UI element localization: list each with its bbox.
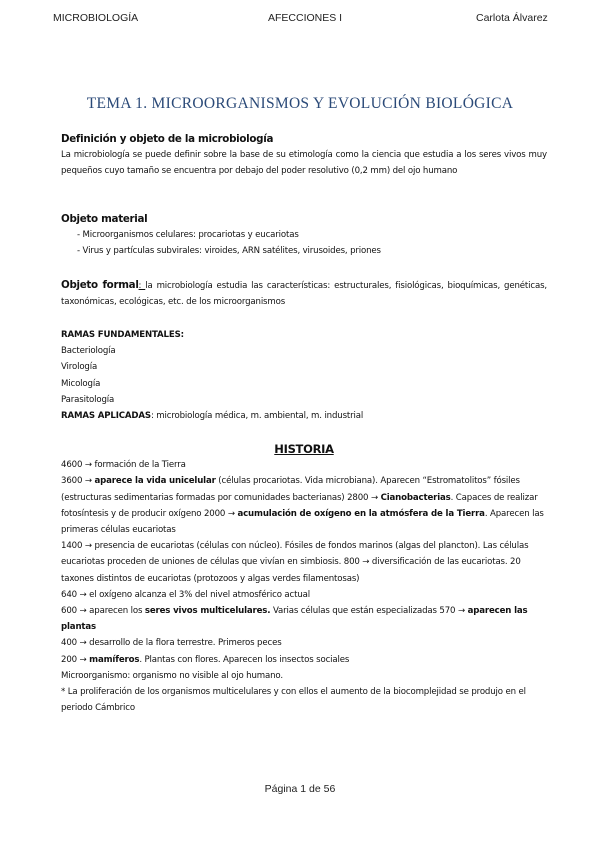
objeto-formal-text: la microbiología estudia las características: estructurales, fisiológicas, bioquímicas, genéticas, taxonómicas, ecológicas, etc. de los microorganismos bbox=[61, 281, 547, 308]
list-item: - Microorganismos celulares: procariotas y eucariotas bbox=[77, 230, 299, 241]
historia-heading: HISTORIA bbox=[274, 442, 334, 456]
objeto-formal-heading: Objeto formal bbox=[61, 279, 139, 291]
timeline-entry: 4600 → formación de la Tierra bbox=[61, 460, 186, 471]
timeline-entry: 600 → aparecen los seres vivos multicelulares. Varias células que están especializadas 570 → aparecen las plantas bbox=[61, 606, 528, 633]
objeto-formal-section bbox=[61, 277, 547, 310]
historia-section bbox=[61, 441, 547, 716]
timeline-entry: 1400 → presencia de eucariotas (células con núcleo). Fósiles de fondos marinos (algas del plancton). Las células eucariotas proceden de uniones de células que vivían en simbiosis. 800 → diversificación de las eucariotas. 20 taxones distintos de eucariotas (protozoos y algas verdes filamentosas) bbox=[61, 541, 529, 584]
ramas-fundamentales-label: RAMAS FUNDAMENTALES: bbox=[61, 330, 184, 340]
ramas-aplicadas-label: RAMAS APLICADAS bbox=[61, 411, 151, 422]
objeto-formal-sep: : bbox=[138, 281, 146, 291]
footnote: * La proliferación de los organismos multicelulares y con ellos el aumento de la biocomplejidad se produjo en el periodo Cámbrico bbox=[61, 687, 526, 714]
definicion-section bbox=[61, 131, 547, 180]
page-number: Página 1 de 56 bbox=[264, 783, 336, 795]
list-item: Bacteriología bbox=[61, 346, 116, 357]
header-course: AFECCIONES I bbox=[268, 12, 343, 24]
objeto-material-heading: Objeto material bbox=[61, 213, 148, 225]
page-title: TEMA 1. MICROORGANISMOS Y EVOLUCIÓN BIOLÓGICA bbox=[86, 95, 514, 112]
definition-note: Microorganismo: organismo no visible al ojo humano. bbox=[61, 670, 283, 681]
header-subject: MICROBIOLOGÍA bbox=[53, 12, 139, 24]
definicion-heading: Definición y objeto de la microbiología bbox=[61, 133, 274, 145]
list-item: Micología bbox=[61, 378, 101, 389]
timeline-entry: 400 → desarrollo de la flora terrestre. Primeros peces bbox=[61, 638, 282, 649]
list-item: Parasitología bbox=[61, 394, 115, 405]
ramas-aplicadas-text: : microbiología médica, m. ambiental, m. industrial bbox=[150, 411, 364, 422]
timeline-entry: 640 → el oxígeno alcanza el 3% del nivel atmosférico actual bbox=[61, 589, 310, 600]
timeline-entry: 200 → mamíferos. Plantas con flores. Aparecen los insectos sociales bbox=[61, 654, 350, 665]
definicion-text: La microbiología se puede definir sobre la base de su etimología como la ciencia que estudia a los seres vivos muy pequeños cuyo tamaño se encuentra por debajo del poder resolutivo (0,2 mm) del ojo humano bbox=[61, 150, 547, 177]
timeline-entry: 3600 → aparece la vida unicelular (células procariotas. Vida microbiana). Aparecen “Estromatolitos” fósiles (estructuras sedimentarias formadas por comunidades bacterianas) 2800 → Cianobacterias. Capaces de realizar fotosíntesis y de producir oxígeno 2000 → acumulación de oxígeno en la atmósfera de la Tierra. Aparecen las primeras células eucariotas bbox=[61, 476, 544, 536]
header-author: Carlota Álvarez bbox=[476, 12, 548, 24]
list-item: - Virus y partículas subvirales: viroides, ARN satélites, virusoides, priones bbox=[77, 246, 381, 257]
objeto-material-section bbox=[61, 211, 547, 260]
list-item: Virología bbox=[61, 362, 98, 373]
ramas-section bbox=[61, 327, 547, 424]
